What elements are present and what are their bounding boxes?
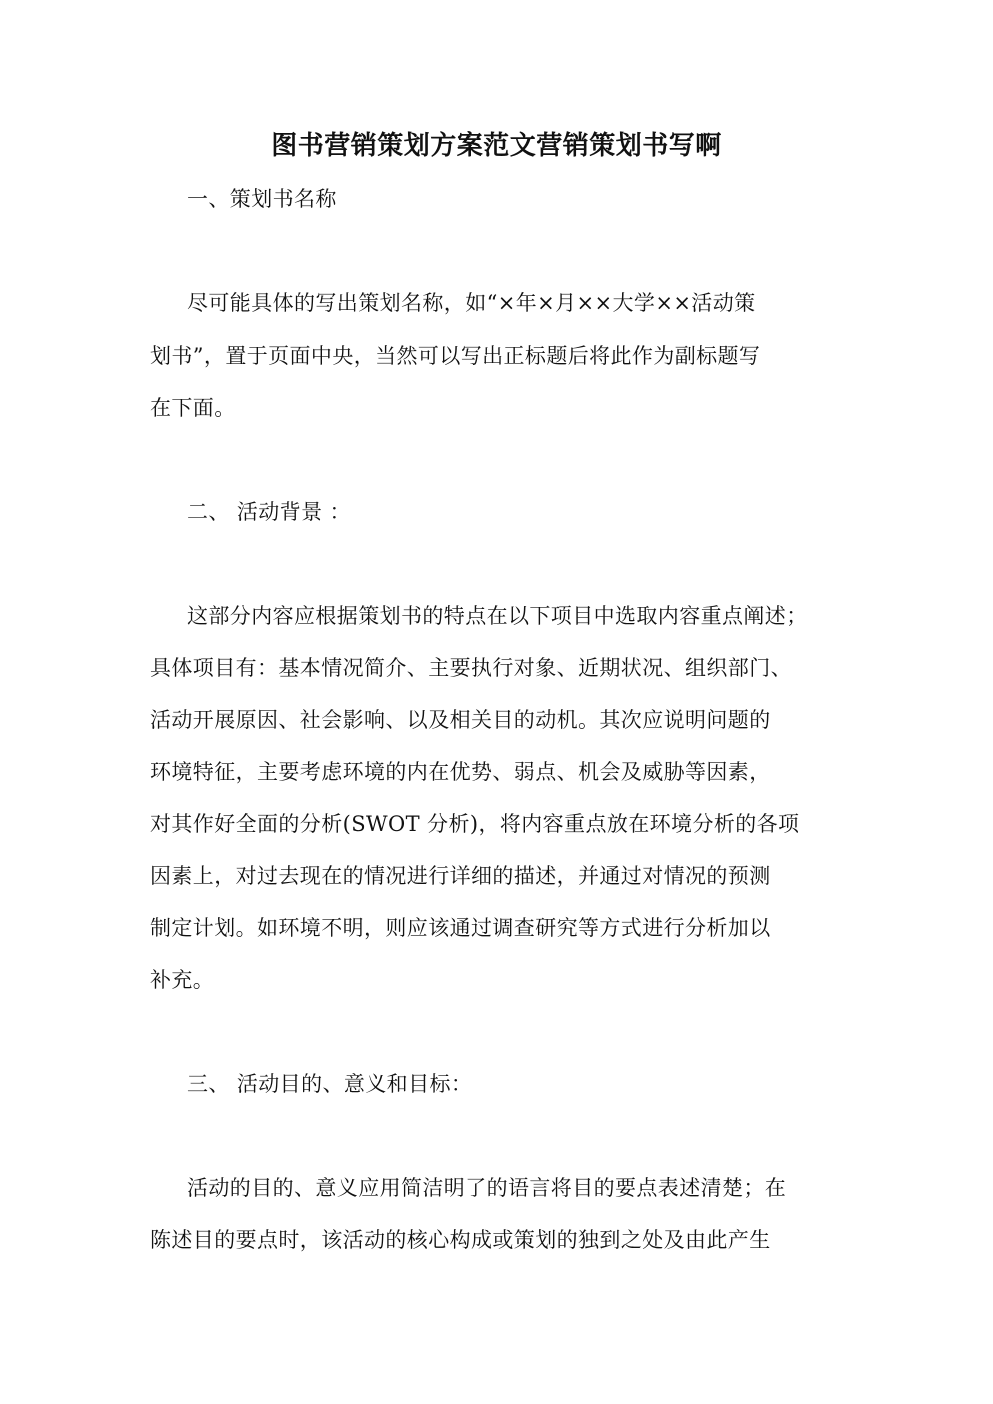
paragraph-line: 在下面。 <box>150 396 236 420</box>
paragraph-line: 划书”，置于页面中央，当然可以写出正标题后将此作为副标题写 <box>150 344 761 368</box>
paragraph-line: 活动的目的、意义应用简洁明了的语言将目的要点表述清楚；在 <box>187 1176 787 1200</box>
section-heading-3: 三、 活动目的、意义和目标： <box>187 1072 473 1096</box>
document-title: 图书营销策划方案范文营销策划书写啊 <box>271 131 722 161</box>
paragraph-line: 补充。 <box>150 968 215 992</box>
paragraph-line: 活动开展原因、社会影响、以及相关目的动机。其次应说明问题的 <box>150 708 771 732</box>
paragraph-line: 因素上，对过去现在的情况进行详细的描述，并通过对情况的预测 <box>150 864 771 888</box>
section-heading-2: 二、 活动背景 ： <box>187 500 351 524</box>
paragraph-line: 这部分内容应根据策划书的特点在以下项目中选取内容重点阐述； <box>187 604 808 628</box>
paragraph-line: 制定计划。如环境不明，则应该通过调查研究等方式进行分析加以 <box>150 916 771 940</box>
section-heading-1: 一、策划书名称 <box>187 187 337 211</box>
paragraph-line: 具体项目有：基本情况简介、主要执行对象、近期状况、组织部门、 <box>150 656 792 680</box>
paragraph-line: 尽可能具体的写出策划名称，如“×年×月××大学××活动策 <box>187 291 756 315</box>
paragraph-line: 陈述目的要点时，该活动的核心构成或策划的独到之处及由此产生 <box>150 1228 771 1252</box>
paragraph-line: 环境特征，主要考虑环境的内在优势、弱点、机会及威胁等因素， <box>150 760 771 784</box>
paragraph-line: 对其作好全面的分析(SWOT 分析)，将内容重点放在环境分析的各项 <box>150 812 800 836</box>
